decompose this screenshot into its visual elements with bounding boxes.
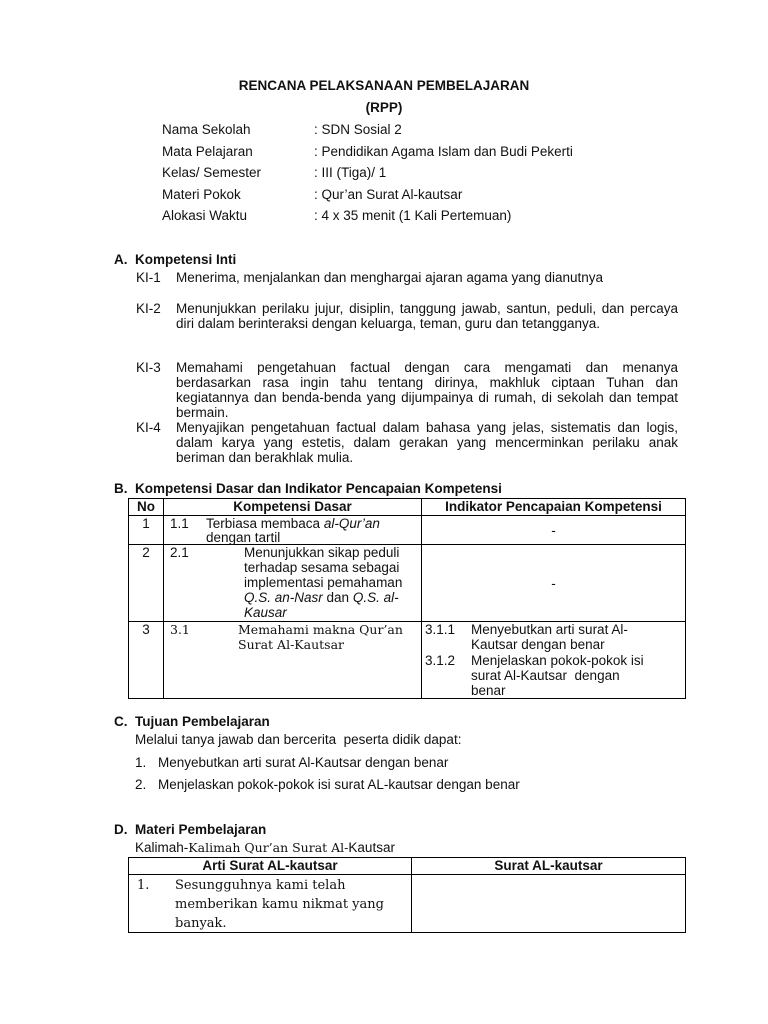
- kd-indicator-table: [128, 498, 686, 699]
- indicator-number: 3.1.2: [425, 653, 456, 668]
- list-number: 1.: [135, 755, 147, 770]
- ki-code: KI-4: [136, 420, 161, 435]
- table-header: Indikator Pencapaian Kompetensi: [422, 499, 686, 516]
- ki-text: Memahami pengetahuan factual dengan cara mengamati dan menanya berdasarkan rasa ingin tahu tentang dirinya, makhluk ciptaan Tuhan dan kegiatannya dan benda-benda yang dijumpainya di rumah, di sekolah dan tempat bermain.: [176, 360, 678, 420]
- indicator-cell: -: [422, 516, 686, 545]
- kd-text-line: Memahami makna Qur’an: [238, 622, 403, 637]
- meaning-text-line: banyak.: [175, 916, 227, 931]
- indicator-cell: [422, 622, 686, 699]
- material-intro-part: Kalimah-: [135, 840, 189, 855]
- identity-label: Nama Sekolah: [162, 122, 251, 137]
- identity-value: : Qur’an Surat Al-kautsar: [314, 187, 463, 202]
- kd-text-line: terhadap sesama sebagai: [244, 560, 400, 575]
- section-d-heading: [114, 822, 266, 837]
- ki-code: KI-3: [136, 360, 161, 375]
- indicator-cell: -: [422, 545, 686, 622]
- identity-value: : Pendidikan Agama Islam dan Budi Pekerti: [314, 144, 573, 159]
- identity-label: Alokasi Waktu: [162, 208, 248, 223]
- document-title: RENCANA PELAKSANAAN PEMBELAJARAN: [238, 78, 530, 93]
- identity-value: : 4 x 35 menit (1 Kali Pertemuan): [314, 208, 512, 223]
- kd-cell: [164, 545, 422, 622]
- table-header: Surat AL-kautsar: [412, 858, 686, 875]
- kd-text: [206, 516, 380, 531]
- kd-text-line: implementasi pemahaman: [244, 575, 403, 590]
- section-letter: A.: [114, 252, 128, 267]
- table-row: [129, 516, 686, 545]
- row-number: 2: [129, 545, 164, 622]
- table-row: [129, 622, 686, 699]
- kd-text-italic: Kausar: [244, 605, 287, 620]
- row-number: 3: [129, 622, 164, 699]
- identity-label: Materi Pokok: [162, 187, 241, 202]
- material-intro-part: Kalimah Qur’an Surat Al-: [188, 840, 349, 855]
- meaning-text-line: memberikan kamu nikmat yang: [175, 897, 384, 912]
- ki-code: KI-2: [136, 301, 161, 316]
- ki-text: Menerima, menjalankan dan menghargai ajaran agama yang dianutnya: [176, 270, 604, 285]
- ki-text: Menyajikan pengetahuan factual dalam bahasa yang jelas, sistematis dan logis, dalam karya yang estetis, dalam gerakan yang mencerminkan perilaku anak beriman dan berakhlak mulia.: [176, 420, 678, 465]
- kd-text-line: Surat Al-Kautsar: [238, 637, 344, 652]
- kd-text-part: Terbiasa membaca: [206, 516, 324, 531]
- indicator-number: 3.1.1: [425, 622, 456, 637]
- indicator-text: benar: [471, 683, 506, 698]
- table-header: Arti Surat AL-kautsar: [129, 858, 412, 875]
- list-item: Menjelaskan pokok-pokok isi surat AL-kautsar dengan benar: [158, 777, 520, 792]
- table-header: No: [129, 499, 164, 516]
- ki-text: Menunjukkan perilaku jujur, disiplin, tanggung jawab, santun, peduli, dan percaya diri dalam berinteraksi dengan keluarga, teman, guru dan tetangganya.: [176, 301, 678, 331]
- meaning-cell: [129, 875, 412, 933]
- ki-code: KI-1: [136, 270, 161, 285]
- indicator-text: Menyebutkan arti surat Al-: [471, 622, 628, 637]
- material-intro: [135, 840, 395, 855]
- row-number: 1: [129, 516, 164, 545]
- material-intro-part: Kautsar: [348, 840, 395, 855]
- arabic-text-cell: [412, 875, 686, 933]
- identity-label: Kelas/ Semester: [162, 165, 262, 180]
- list-number: 1.: [137, 878, 150, 893]
- section-title: Kompetensi Dasar dan Indikator Pencapaian Kompetensi: [135, 481, 502, 496]
- list-number: 2.: [135, 777, 147, 792]
- material-table: [128, 857, 686, 933]
- section-letter: B.: [114, 481, 128, 496]
- identity-value: : III (Tiga)/ 1: [314, 165, 387, 180]
- document-subtitle: (RPP): [365, 100, 403, 115]
- section-title: Tujuan Pembelajaran: [135, 714, 270, 729]
- indicator-text: surat Al-Kautsar dengan: [471, 668, 620, 683]
- indicator-text: Menjelaskan pokok-pokok isi: [471, 653, 644, 668]
- table-row: [129, 545, 686, 622]
- section-c-heading: [114, 714, 270, 729]
- kd-number: 2.1: [170, 545, 189, 560]
- indicator-text: Kautsar dengan benar: [471, 637, 605, 652]
- kd-text-italic: al-Qur’an: [323, 516, 380, 531]
- list-item: Menyebutkan arti surat Al-Kautsar dengan benar: [158, 755, 449, 770]
- identity-value: : SDN Sosial 2: [314, 122, 402, 137]
- identity-label: Mata Pelajaran: [162, 144, 253, 159]
- section-letter: D.: [114, 822, 128, 837]
- table-header: Kompetensi Dasar: [164, 499, 422, 516]
- kd-cell: [164, 516, 422, 545]
- kd-text-line: dengan tartil: [206, 530, 281, 545]
- section-letter: C.: [114, 714, 128, 729]
- kd-number: 1.1: [170, 516, 189, 531]
- kd-cell: [164, 622, 422, 699]
- section-a-heading: [114, 252, 236, 267]
- kd-text-italic: Q.S. an-Nasr: [244, 590, 323, 605]
- kd-number: 3.1: [170, 622, 190, 637]
- kd-text-line: Menunjukkan sikap peduli: [244, 545, 400, 560]
- kd-text-italic: Q.S. al-: [352, 590, 399, 605]
- section-title: Materi Pembelajaran: [135, 822, 267, 837]
- kd-text-part: dan: [322, 590, 353, 605]
- section-title: Kompetensi Inti: [135, 252, 237, 267]
- table-row: [129, 875, 686, 933]
- objective-intro: Melalui tanya jawab dan bercerita peserta didik dapat:: [135, 732, 462, 747]
- section-b-heading: [114, 481, 502, 496]
- kd-text-line: [244, 590, 399, 605]
- meaning-text-line: Sesungguhnya kami telah: [175, 878, 346, 893]
